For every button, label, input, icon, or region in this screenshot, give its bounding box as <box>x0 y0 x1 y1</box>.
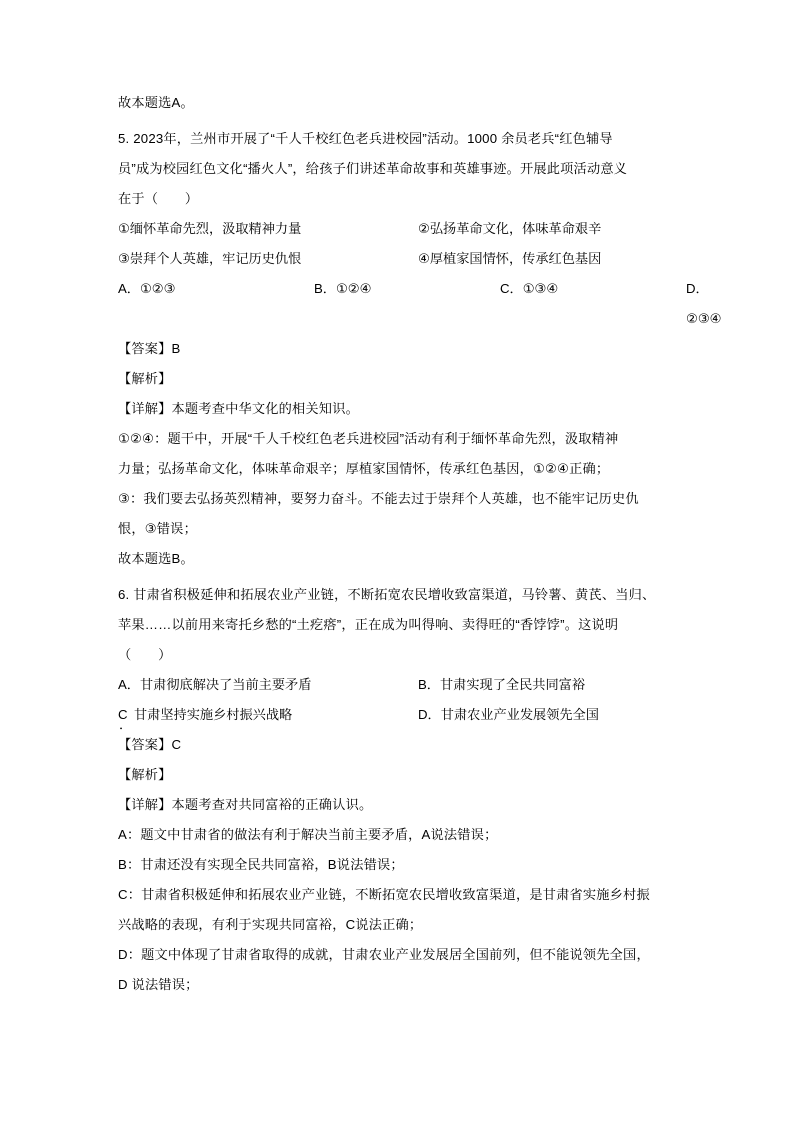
question-6-detail-c-line-2: 兴战略的表现，有利于实现共同富裕，C说法正确； <box>118 917 423 932</box>
option-c: C．①③④ <box>500 281 559 296</box>
question-6-stem-line-2: 苹果……以前用来寄托乡愁的“土疙瘩”，正在成为叫得响、卖得旺的“香饽饽”。这说明 <box>118 617 619 632</box>
statement-4: ④厚植家国情怀，传承红色基因 <box>418 251 602 266</box>
option-c-letter: C <box>118 707 128 722</box>
question-5-statement-row-1 <box>118 214 676 244</box>
option-b: B．①②④ <box>314 281 372 296</box>
question-6-answer: 【答案】C <box>118 737 182 752</box>
question-6-detail-intro: 【详解】本题考查对共同富裕的正确认识。 <box>118 797 373 812</box>
option-b: B．甘肃实现了全民共同富裕 <box>418 677 586 692</box>
question-6-detail-c-line-1: C：甘肃省积极延伸和拓展农业产业链，不断拓宽农民增收致富渠道，是甘肃省实施乡村振 <box>118 887 650 902</box>
question-5-detail-line-2: ①②④：题干中，开展“千人千校红色老兵进校园”活动有利于缅怀革命先烈，汲取精神 <box>118 431 619 446</box>
option-c-dot: ． <box>119 717 133 732</box>
question-5-stem-line-2: 员”成为校园红色文化“播火人”，给孩子们讲述革命故事和英雄事迹。开展此项活动意义 <box>118 161 628 176</box>
statement-2: ②弘扬革命文化，体味革命艰辛 <box>418 221 602 236</box>
question-6-options-row-2 <box>118 700 676 730</box>
question-5-detail-line-3: 力量；弘扬革命文化，体味革命艰辛；厚植家国情怀，传承红色基因，①②④正确； <box>118 461 610 476</box>
question-6-stem-line-3: （ ） <box>118 647 172 662</box>
option-d: D．②③④ <box>686 281 722 326</box>
question-6-detail-d-line-1: D：题文中体现了甘肃省取得的成就，甘肃农业产业发展居全国前列，但不能说领先全国， <box>118 947 650 962</box>
option-c-label <box>118 700 133 732</box>
question-5-stem-line-1: 5. 2023年，兰州市开展了“千人千校红色老兵进校园”活动。1000 余员老兵“红色辅导 <box>118 131 613 146</box>
question-6-detail-b: B：甘肃还没有实现全民共同富裕，B说法错误； <box>118 857 404 872</box>
option-a: A．①②③ <box>118 281 176 296</box>
question-5-conclusion: 故本题选B。 <box>118 551 194 566</box>
option-d: D．甘肃农业产业发展领先全国 <box>418 707 599 722</box>
question-5-stem-line-3: 在于（ ） <box>118 191 199 206</box>
question-5-detail-line-5: 恨，③错误； <box>118 521 197 536</box>
question-6-detail-a: A：题文中甘肃省的做法有利于解决当前主要矛盾，A说法错误； <box>118 827 498 842</box>
question-5-options-row <box>118 274 722 334</box>
question-5-detail-line-1: 【详解】本题考查中华文化的相关知识。 <box>118 401 359 416</box>
question-5-statement-row-2 <box>118 244 676 274</box>
question-5-analysis-label: 【解析】 <box>118 371 172 386</box>
question-6-stem-line-1: 6. 甘肃省积极延伸和拓展农业产业链，不断拓宽农民增收致富渠道，马铃薯、黄芪、当归、 <box>118 587 656 602</box>
question-5-detail-line-4: ③：我们要去弘扬英烈精神，要努力奋斗。不能去过于崇拜个人英雄，也不能牢记历史仇 <box>118 491 639 506</box>
option-c: 甘肃坚持实施乡村振兴战略 <box>134 707 293 722</box>
question-6-detail-d-line-2: D 说法错误； <box>118 977 199 992</box>
option-a: A．甘肃彻底解决了当前主要矛盾 <box>118 677 312 692</box>
question-5-answer: 【答案】B <box>118 341 181 356</box>
question-6-options-row-1 <box>118 670 676 700</box>
statement-3: ③崇拜个人英雄，牢记历史仇恨 <box>118 251 302 266</box>
statement-1: ①缅怀革命先烈，汲取精神力量 <box>118 221 302 236</box>
paragraph-line: 故本题选A。 <box>118 95 194 110</box>
question-6-analysis-label: 【解析】 <box>118 767 172 782</box>
